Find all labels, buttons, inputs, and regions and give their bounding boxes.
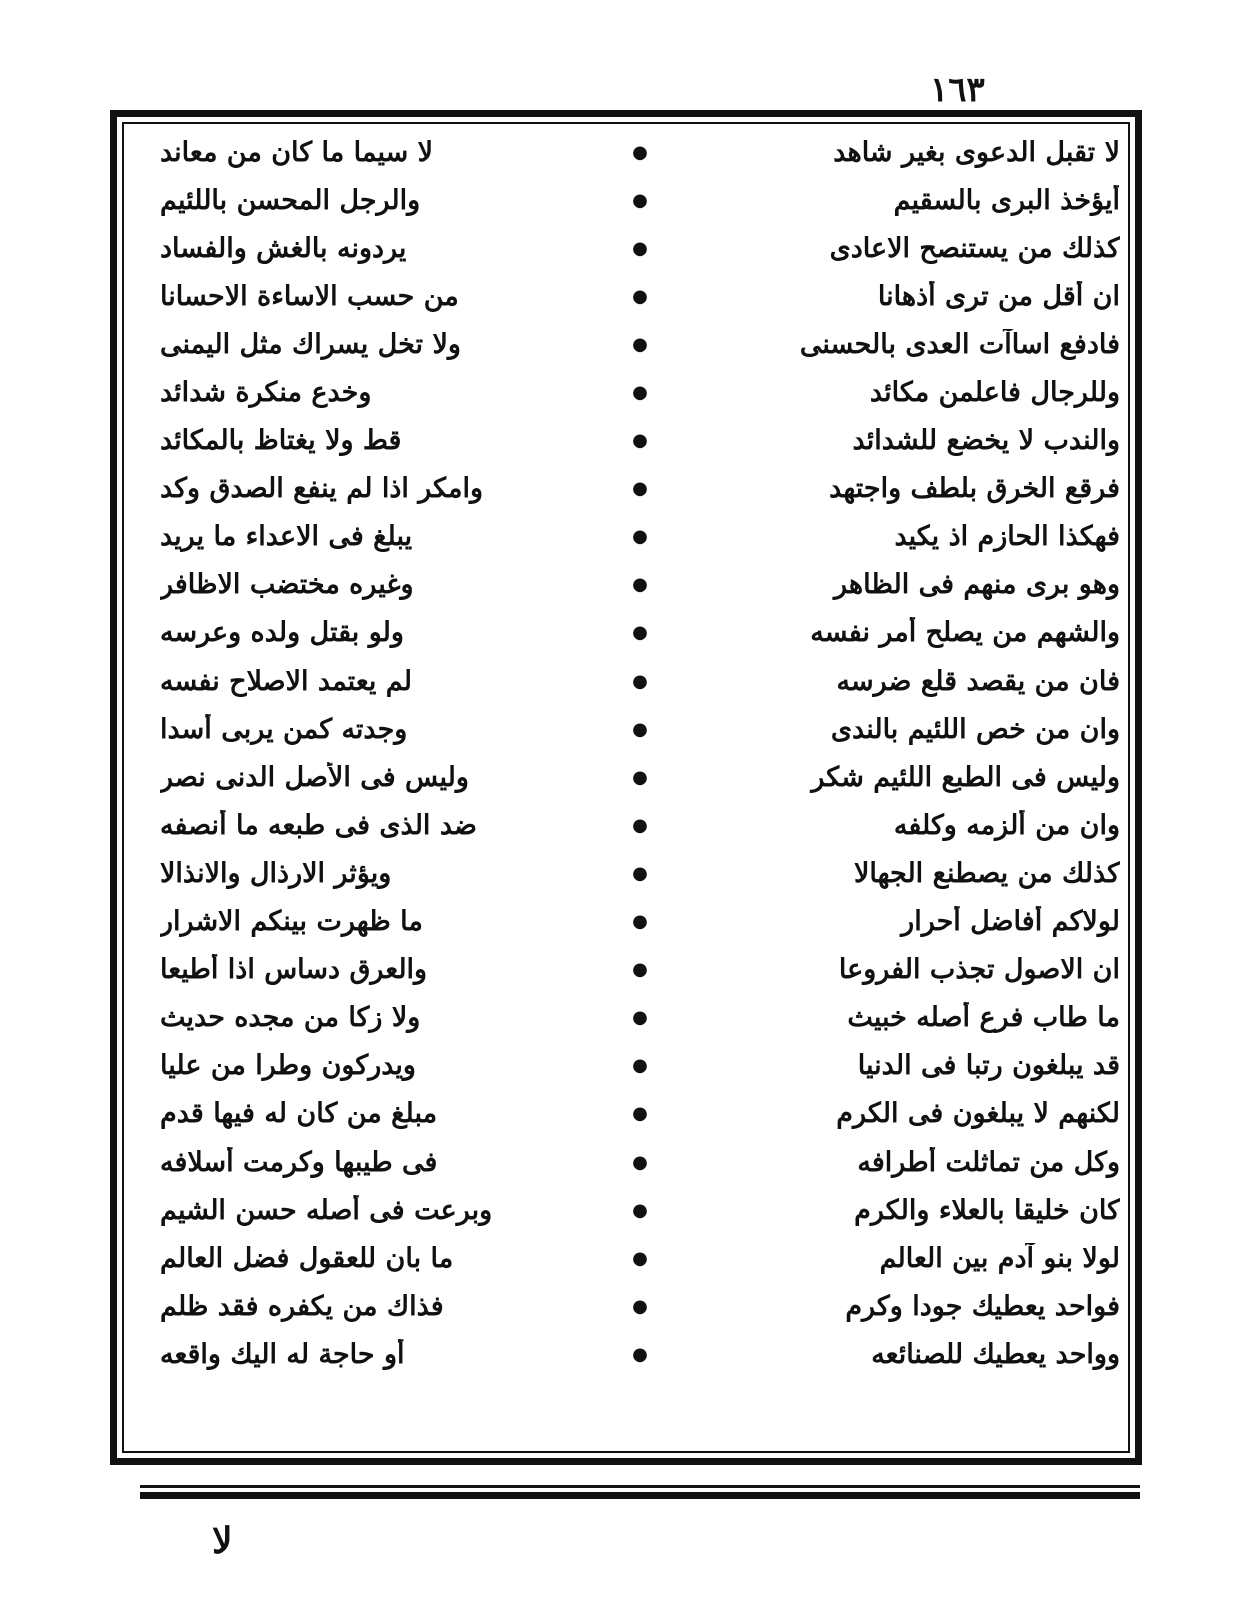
first-hemistich: فهكذا الحازم اذ يكيد [894,521,1120,553]
first-hemistich: فادفع اساآت العدى بالحسنى [799,328,1120,360]
first-hemistich: وللرجال فاعلمن مكائد [869,377,1120,409]
verse-line [160,1042,1120,1090]
verse-line [160,368,1120,416]
second-hemistich: وليس فى الأصل الدنى نصر [160,761,469,793]
second-hemistich: قط ولا يغتاظ بالمكائد [160,425,402,457]
first-hemistich: قد يبلغون رتبا فى الدنيا [857,1050,1120,1082]
second-hemistich: فذاك من يكفره فقد ظلم [160,1290,444,1322]
second-hemistich: مبلغ من كان له فيها قدم [160,1098,438,1130]
second-hemistich: ضد الذى فى طبعه ما أنصفه [160,809,477,841]
verse-separator: ● [632,1295,648,1317]
verse-separator: ● [632,285,648,307]
verse-separator: ● [632,1103,648,1125]
second-hemistich: فى طيبها وكرمت أسلافه [160,1146,438,1178]
first-hemistich: فرقع الخرق بلطف واجتهد [829,473,1120,505]
second-hemistich: ويؤثر الارذال والانذالا [160,857,392,889]
verse-separator: ● [632,237,648,259]
verse-separator: ● [632,141,648,163]
verse-line [160,1330,1120,1378]
verse-line [160,224,1120,272]
verse-separator: ● [632,478,648,500]
first-hemistich: وواحد يعطيك للصنائعه [871,1338,1120,1370]
first-hemistich: كذلك من يصطنع الجهالا [853,857,1120,889]
verse-line [160,1186,1120,1234]
verse-line [160,753,1120,801]
first-hemistich: وكل من تماثلت أطرافه [857,1146,1120,1178]
first-hemistich: وليس فى الطبع اللئيم شكر [811,761,1120,793]
verse-separator: ● [632,1247,648,1269]
verse-separator: ● [632,574,648,596]
first-hemistich: ان أقل من ترى أذهانا [877,280,1120,312]
second-hemistich: يبلغ فى الاعداء ما يريد [160,521,413,553]
first-hemistich: فان من يقصد قلع ضرسه [836,665,1120,697]
second-hemistich: ويدركون وطرا من عليا [160,1050,416,1082]
verse-line [160,849,1120,897]
verse-line [160,561,1120,609]
verse-separator: ● [632,1007,648,1029]
verse-separator: ● [632,333,648,355]
verse-line [160,898,1120,946]
first-hemistich: لا تقبل الدعوى بغير شاهد [833,136,1120,168]
verse-line [160,946,1120,994]
second-hemistich: ولا تخل يسراك مثل اليمنى [160,328,461,360]
second-hemistich: والعرق دساس اذا أطيعا [160,954,428,986]
second-hemistich: يردونه بالغش والفساد [160,232,407,264]
first-hemistich: ما طاب فرع أصله خبيث [847,1002,1120,1034]
first-hemistich: لولا بنو آدم بين العالم [879,1242,1120,1274]
verse-line [160,1234,1120,1282]
bottom-rule [140,1485,1140,1499]
second-hemistich: والرجل المحسن باللئيم [160,184,421,216]
second-hemistich: لم يعتمد الاصلاح نفسه [160,665,412,697]
verse-separator: ● [632,1151,648,1173]
verse-line [160,272,1120,320]
second-hemistich: ما بان للعقول فضل العالم [160,1242,454,1274]
first-hemistich: لكنهم لا يبلغون فى الكرم [836,1098,1120,1130]
verse-separator: ● [632,1199,648,1221]
second-hemistich: ولو بقتل ولده وعرسه [160,617,404,649]
verse-line [160,128,1120,176]
verse-separator: ● [632,526,648,548]
first-hemistich: ان الاصول تجذب الفروعا [838,954,1120,986]
second-hemistich: ما ظهرت بينكم الاشرار [160,906,423,938]
second-hemistich: وخدع منكرة شدائد [160,377,372,409]
second-hemistich: وبرعت فى أصله حسن الشيم [160,1194,493,1226]
verse-line [160,1282,1120,1330]
verse-separator: ● [632,911,648,933]
verse-separator: ● [632,959,648,981]
verse-separator: ● [632,1055,648,1077]
verse-line [160,513,1120,561]
first-hemistich: أيؤخذ البرى بالسقيم [893,184,1120,216]
verse-line [160,609,1120,657]
verse-separator: ● [632,189,648,211]
page-number: ١٦٣ [930,70,985,110]
verse-separator: ● [632,814,648,836]
verse-separator: ● [632,862,648,884]
poem-verses [160,128,1120,1378]
verse-line [160,1090,1120,1138]
catchword: لا [212,1520,233,1562]
second-hemistich: لا سيما ما كان من معاند [160,136,434,168]
verse-line [160,801,1120,849]
verse-line [160,417,1120,465]
first-hemistich: وهو برى منهم فى الظاهر [833,569,1120,601]
verse-line [160,1138,1120,1186]
verse-separator: ● [632,622,648,644]
second-hemistich: ولا زكا من مجده حديث [160,1002,421,1034]
first-hemistich: وان من خص اللئيم بالندى [830,713,1120,745]
verse-line [160,657,1120,705]
verse-separator: ● [632,718,648,740]
second-hemistich: وغيره مختضب الاظافر [160,569,414,601]
verse-separator: ● [632,382,648,404]
verse-line [160,994,1120,1042]
verse-separator: ● [632,430,648,452]
verse-line [160,176,1120,224]
second-hemistich: وجدته كمن يربى أسدا [160,713,408,745]
first-hemistich: كذلك من يستنصح الاعادى [829,232,1120,264]
second-hemistich: وامكر اذا لم ينفع الصدق وكد [160,473,484,505]
first-hemistich: لولاكم أفاضل أحرار [901,906,1120,938]
second-hemistich: من حسب الاساءة الاحسانا [160,280,459,312]
verse-separator: ● [632,766,648,788]
first-hemistich: فواحد يعطيك جودا وكرم [845,1290,1120,1322]
first-hemistich: وان من ألزمه وكلفه [893,809,1120,841]
first-hemistich: كان خليقا بالعلاء والكرم [854,1194,1120,1226]
verse-line [160,320,1120,368]
verse-line [160,465,1120,513]
first-hemistich: والندب لا يخضع للشدائد [852,425,1120,457]
verse-separator: ● [632,1343,648,1365]
verse-line [160,705,1120,753]
second-hemistich: أو حاجة له اليك واقعه [160,1338,405,1370]
verse-separator: ● [632,670,648,692]
first-hemistich: والشهم من يصلح أمر نفسه [810,617,1120,649]
